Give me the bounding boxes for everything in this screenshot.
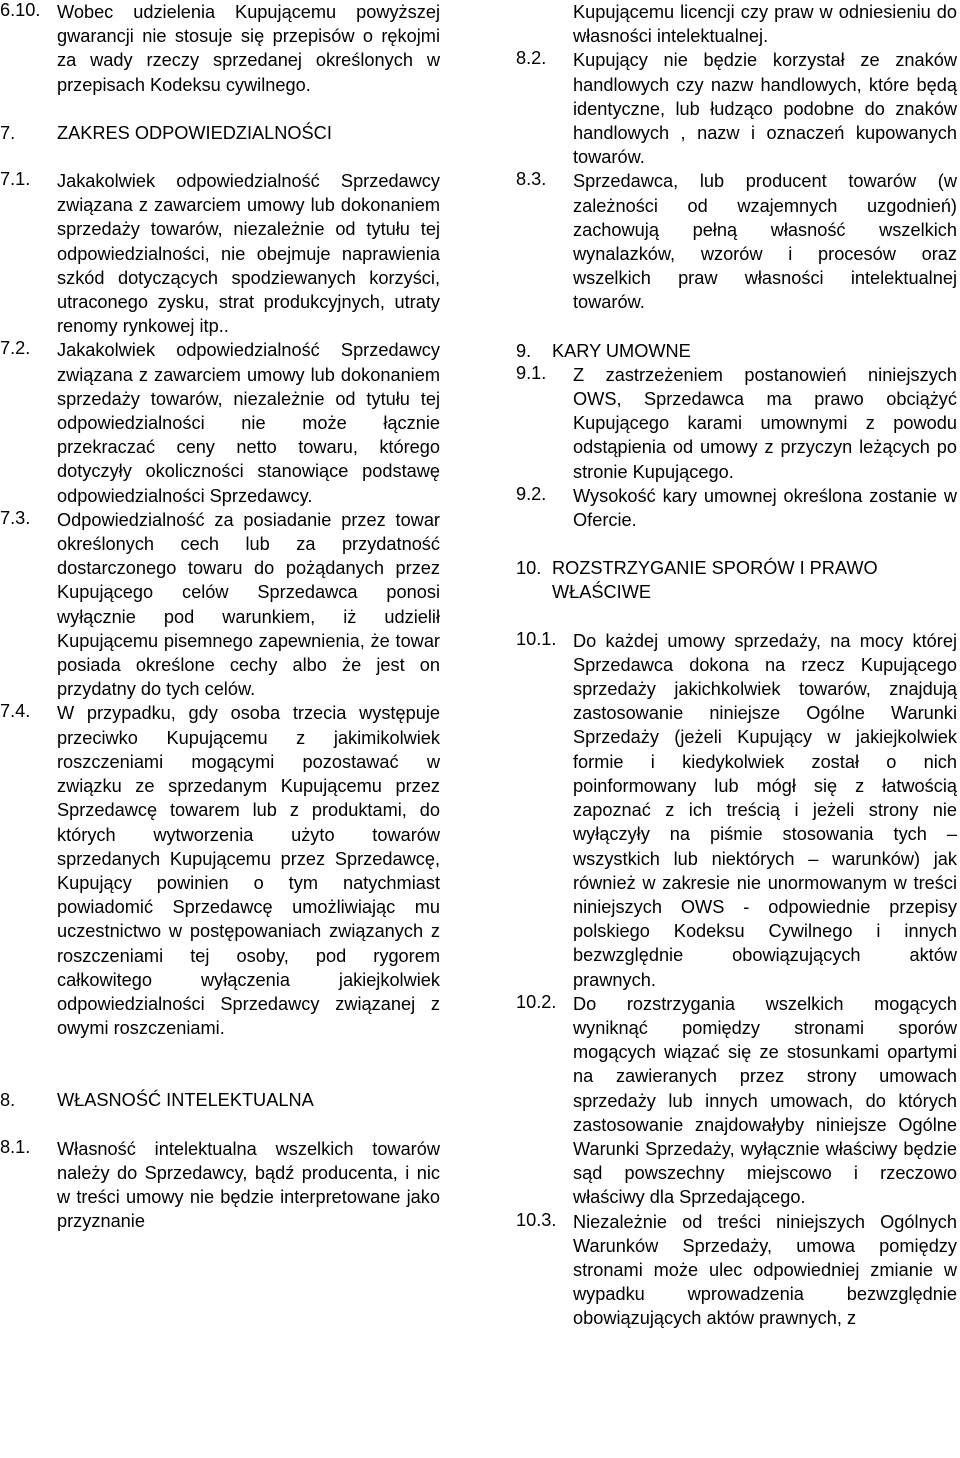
clause-text: Jakakolwiek odpowiedzialność Sprzedawcy związana z zawarciem umowy lub dokonaniem sprzedaży towarów, niezależnie od tytułu tej odpowiedzialności, nie obejmuje naprawienia szkód dotyczących spodziewanych korzyści, utraconego zysku, strat produkcyjnych, utraty renomy rynkowej itp..: [57, 171, 440, 337]
clause-9-2: [516, 484, 957, 532]
clause-text: Kupujący nie będzie korzystał ze znaków handlowych czy nazw handlowych, które będą identyczne, lub łudząco podobne do znaków handlowych , nazw i oznaczeń kupowanych towarów.: [573, 50, 957, 168]
clause-number: 7.1.: [0, 169, 31, 190]
clause-text: Niezależnie od treści niniejszych Ogólnych Warunków Sprzedaży, umowa pomiędzy stronami może ulec odpowiedniej zmianie w wypadku wprowadzenia bezwzględnie obowiązujących aktów prawnych, z: [573, 1211, 957, 1329]
left-column: [0, 0, 440, 1233]
section-heading-9: [516, 339, 957, 363]
section-title: ZAKRES ODPOWIEDZIALNOŚCI: [57, 122, 332, 143]
clause-8-3: [516, 169, 957, 314]
clause-number: 8.3.: [516, 169, 547, 190]
clause-number: 9.2.: [516, 483, 547, 504]
clause-10-1: [516, 629, 957, 992]
section-title: KARY UMOWNE: [552, 340, 691, 361]
section-title: WŁASNOŚĆ INTELEKTUALNA: [57, 1090, 314, 1111]
clause-8-1-continued: [516, 0, 957, 48]
section-number: 10.: [516, 558, 542, 579]
spacer: [0, 145, 440, 169]
clause-8-1: [0, 1137, 440, 1234]
clause-text: Wobec udzielenia Kupującemu powyższej gwarancji nie stosuje się przepisów o rękojmi za wady rzeczy sprzedanej określonych w przepisach Kodeksu cywilnego.: [57, 2, 440, 95]
section-title: ROZSTRZYGANIE SPORÓW I PRAWO WŁAŚCIWE: [552, 558, 878, 603]
clause-number: 8.1.: [0, 1136, 31, 1157]
spacer: [0, 1113, 440, 1137]
clause-text: Wysokość kary umownej określona zostanie w Ofercie.: [573, 485, 957, 531]
clause-text: Odpowiedzialność za posiadanie przez towar określonych cech lub za przydatność dostarczonego towaru do pożądanych przez Kupującego celów Sprzedawca ponosi wyłącznie pod warunkiem, iż udzielił Kupującemu pisemnego zapewnienia, że towar posiada określone cechy albo że jest on przydatny do tych celów.: [57, 509, 440, 700]
clause-7-2: [0, 338, 440, 507]
clause-number: 7.3.: [0, 507, 31, 528]
clause-text: Z zastrzeżeniem postanowień niniejszych OWS, Sprzedawca ma prawo obciążyć Kupującego karami umownymi z powodu odstąpienia od umowy z przyczyn leżących po stronie Kupującego.: [573, 364, 957, 482]
clause-number: 8.2.: [516, 48, 547, 69]
clause-text: Sprzedawca, lub producent towarów (w zależności od wzajemnych uzgodnień) zachowują pełną własność wszelkich wynalazków, wzorów i procesów oraz wszelkich praw własności intelektualnej towarów.: [573, 171, 957, 313]
clause-number: 10.1.: [516, 628, 557, 649]
clause-text: Jakakolwiek odpowiedzialność Sprzedawcy związana z zawarciem umowy lub dokonaniem sprzedaży towarów, niezależnie od tytułu tej odpowiedzialności nie może łącznie przekraczać ceny netto towaru, którego dotyczyły okoliczności stanowiące podstawę odpowiedzialności Sprzedawcy.: [57, 340, 440, 506]
clause-6-10: [0, 0, 440, 97]
clause-text: W przypadku, gdy osoba trzecia występuje przeciwko Kupującemu z jakimikolwiek roszczeniami mogącymi pozostawać w związku ze sprzedanym Kupującemu przez Sprzedawcę towarem lub z produktami, do których wytworzenia użyto towarów sprzedanych Kupującemu przez Sprzedawcę, Kupujący powinien o tym natychmiast powiadomić Sprzedawcę umożliwiając mu uczestnictwo w postępowaniach związanych z roszczeniami tej osoby, pod rygorem całkowitego wyłączenia jakiejkolwiek odpowiedzialności Sprzedawcy związanej z owymi roszczeniami.: [57, 703, 440, 1039]
spacer: [516, 532, 957, 556]
clause-9-1: [516, 363, 957, 484]
section-heading-10: [516, 556, 957, 604]
clause-7-3: [0, 508, 440, 702]
section-number: 8.: [0, 1090, 16, 1111]
clause-text: Do rozstrzygania wszelkich mogących wyniknąć pomiędzy stronami sporów mogących wiązać się ze stosunkami opartymi na zawieranych przez strony umowach sprzedaży lub innych umowach, do których zastosowanie znajdowałyby niniejsze Ogólne Warunki Sprzedaży, wyłącznie właściwy będzie sąd powszechny miejscowo i rzeczowo właściwy dla Sprzedającego.: [573, 993, 957, 1208]
section-heading-8: [0, 1088, 440, 1112]
spacer: [0, 97, 440, 121]
section-number: 9.: [516, 340, 532, 361]
clause-number: 7.4.: [0, 701, 31, 722]
spacer: [516, 315, 957, 339]
clause-10-2: [516, 992, 957, 1210]
clause-8-2: [516, 48, 957, 169]
spacer: [516, 605, 957, 629]
clause-7-1: [0, 169, 440, 338]
clause-number: 10.3.: [516, 1209, 557, 1230]
right-column: [516, 0, 957, 1331]
section-heading-7: [0, 121, 440, 145]
spacer: [0, 1040, 440, 1064]
clause-7-4: [0, 701, 440, 1040]
clause-number: 7.2.: [0, 338, 31, 359]
clause-text: Do każdej umowy sprzedaży, na mocy której Sprzedawca dokona na rzecz Kupującego sprzedaży jakichkolwiek towarów, znajdują zastosowanie niniejsze Ogólne Warunki Sprzedaży (jeżeli Kupujący w jakiejkolwiek formie i kiedykolwiek został o nich poinformowany lub mógł się z łatwością zapoznać z ich treścią i jeżeli strony nie wyłączyły na piśmie stosowania tych – wszystkich lub niektórych – warunków) jak również w zakresie nie unormowanym w treści niniejszych OWS - odpowiednie przepisy polskiego Kodeksu Cywilnego i innych bezwzględnie obowiązujących aktów prawnych.: [573, 630, 957, 990]
section-number: 7.: [0, 122, 16, 143]
spacer: [0, 1064, 440, 1088]
clause-text: Własność intelektualna wszelkich towarów należy do Sprzedawcy, bądź producenta, i nic w treści umowy nie będzie interpretowane jako przyznanie: [57, 1138, 440, 1232]
clause-number: 6.10.: [0, 0, 41, 20]
clause-number: 10.2.: [516, 991, 557, 1012]
clause-number: 9.1.: [516, 362, 547, 383]
clause-10-3: [516, 1210, 957, 1331]
clause-text: Kupującemu licencji czy praw w odniesieniu do własności intelektualnej.: [573, 2, 957, 47]
